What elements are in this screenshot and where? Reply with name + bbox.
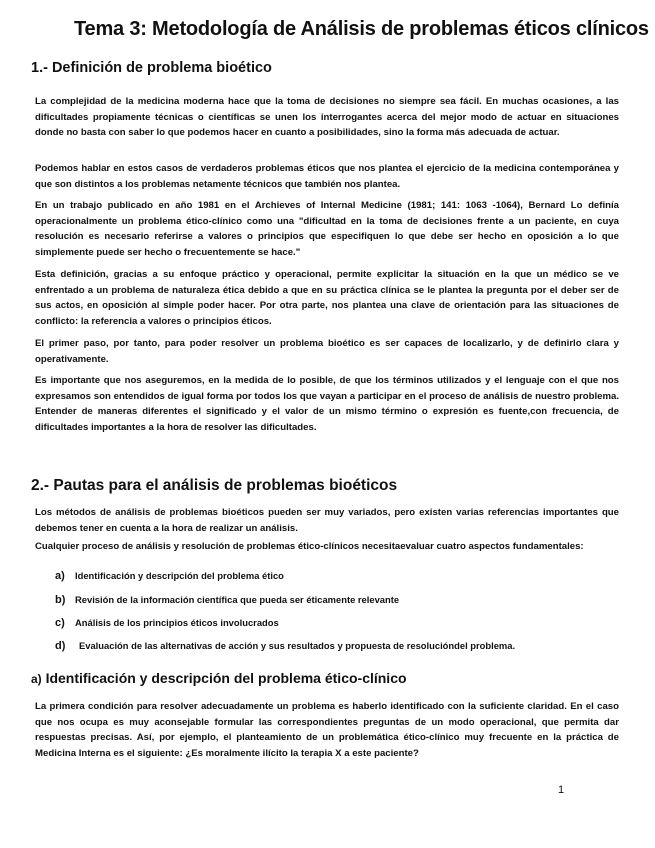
- section-1-heading: 1.- Definición de problema bioético: [31, 60, 272, 76]
- section-1-paragraph-4: Esta definición, gracias a su enfoque práctico y operacional, permite explicitar la situación en la que un médico se ve enfrentado a un problema de naturaleza ética debido a que en su práctica clínica se le plantea la pregunta por el deber ser de sus actos, en oposición al simple poder hacer. Por otra parte, nos plantea una clave de orientación para las situaciones de conflicto: la referencia a valores o principios éticos.: [35, 269, 619, 327]
- section-2-paragraph-2: Cualquier proceso de análisis y resolución de problemas ético-clínicos necesitaevaluar cuatro aspectos fundamentales:: [35, 541, 584, 552]
- subsection-a-title: Identificación y descripción del problema ético-clínico: [45, 670, 407, 686]
- section-1-paragraph-1: La complejidad de la medicina moderna hace que la toma de decisiones no siempre sea fácil. En muchas ocasiones, a las dificultades propiamente técnicas o científicas se unen los interrogantes acerca del mejor modo de actuar en situaciones donde no basta con saber lo que podemos hacer en cuanto a posibilidades, sino la forma más adecuada de actuar.: [35, 96, 619, 139]
- list-marker: b): [55, 594, 66, 606]
- list-marker: a): [55, 570, 65, 582]
- section-1-paragraph-3: En un trabajo publicado en año 1981 en el Archieves of Internal Medicine (1981; 141: 1063 -1064), Bernard Lo definía operacionalmente un problema ético-clínico como una "dificultad en la toma de decisiones frente a un paciente, en cuya resolución es necesario referirse a valores o principios que especifiquen lo que debe ser hecho en oposición a lo que simplemente puede ser hecho o frecuentemente se hace.": [35, 200, 619, 258]
- list-item: [55, 570, 284, 582]
- section-2-paragraph-1: Los métodos de análisis de problemas bioéticos pueden ser muy variados, pero existen varias referencias importantes que debemos tener en cuenta a la hora de realizar un análisis.: [35, 507, 619, 534]
- list-marker: c): [55, 617, 65, 629]
- list-item: [55, 594, 399, 606]
- list-marker: d): [55, 640, 66, 652]
- document-title: Tema 3: Metodología de Análisis de problemas éticos clínicos: [74, 18, 649, 40]
- list-item-text: Identificación y descripción del problema ético: [75, 570, 284, 581]
- list-item-text: Análisis de los principios éticos involucrados: [75, 617, 279, 628]
- subsection-a-heading: [31, 670, 407, 686]
- subsection-a-paragraph: La primera condición para resolver adecuadamente un problema es haberlo identificado con la suficiente claridad. En el caso que nos ocupa es muy aconsejable formular las correspondientes preguntas de un modo operacional, que permita dar respuestas precisas. Así, por ejemplo, el planteamiento de un problemática ético-clínico muy frecuente en la práctica de Medicina Interna es el siguiente: ¿Es moralmente ilícito la terapia X a este paciente?: [35, 701, 619, 759]
- list-item: [55, 617, 279, 629]
- list-item-text: Evaluación de las alternativas de acción y sus resultados y propuesta de resolucióndel problema.: [79, 640, 516, 651]
- section-1-paragraph-5: El primer paso, por tanto, para poder resolver un problema bioético es ser capaces de localizarlo, y de definirlo clara y operativamente.: [35, 338, 619, 365]
- section-2-heading: 2.- Pautas para el análisis de problemas bioéticos: [31, 477, 398, 494]
- list-item-text: Revisión de la información científica que pueda ser éticamente relevante: [75, 594, 400, 605]
- section-1-paragraph-6: Es importante que nos aseguremos, en la medida de lo posible, de que los términos utilizados y el lenguaje con el que nos expresamos son entendidos de igual forma por todos los que vayan a participar en el proceso de análisis de nuestro problema. Entender de maneras diferentes el significado y el valor de un mismo término o expresión es fuente,con frecuencia, de dificultades importantes a la hora de resolver las dificultades.: [35, 375, 619, 433]
- section-1-paragraph-2: Podemos hablar en estos casos de verdaderos problemas éticos que nos plantea el ejercicio de la medicina contemporánea y que son distintos a los problemas netamente técnicos que también nos plantea.: [35, 163, 619, 190]
- subsection-a-prefix: a): [31, 672, 42, 686]
- page-number: 1: [558, 784, 565, 796]
- list-item: [55, 640, 515, 652]
